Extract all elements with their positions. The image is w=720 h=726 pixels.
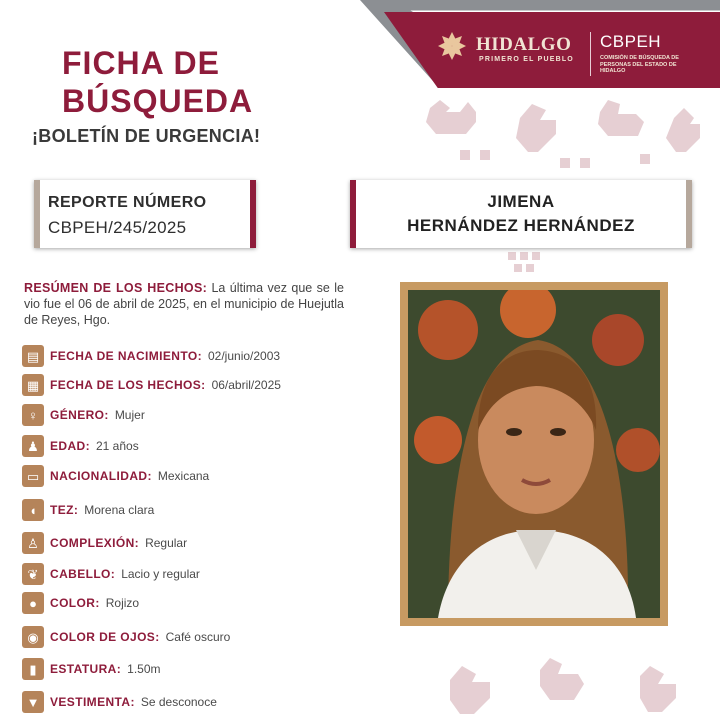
title-line-1: FICHA DE — [62, 45, 220, 81]
card-accent-right — [686, 180, 692, 248]
cake-icon: ▤ — [22, 345, 44, 367]
detail-label: NACIONALIDAD: — [50, 469, 152, 483]
flower-logo-icon — [436, 30, 468, 62]
facts-summary — [24, 280, 344, 328]
detail-value: Lacio y regular — [121, 567, 200, 581]
person-last-name: HERNÁNDEZ HERNÁNDEZ — [407, 216, 635, 235]
detail-label: ESTATURA: — [50, 662, 122, 676]
detail-value: Rojizo — [105, 596, 140, 610]
person-name-card — [350, 180, 692, 248]
detail-label: COLOR DE OJOS: — [50, 630, 160, 644]
detail-row — [22, 344, 280, 368]
person-first-name: JIMENA — [487, 192, 555, 211]
detail-row — [22, 562, 200, 586]
detail-row — [22, 434, 139, 458]
detail-value: Morena clara — [84, 503, 155, 517]
report-number: CBPEH/245/2025 — [48, 218, 187, 237]
detail-row — [22, 625, 230, 649]
hair-icon: ❦ — [22, 563, 44, 585]
missing-person-photo — [408, 290, 660, 618]
embroidery-pattern-bottom — [430, 630, 720, 726]
embroidery-pattern-mid — [408, 244, 608, 284]
card-accent-right — [250, 180, 256, 248]
summary-text: La última vez que se le vio fue el 06 de abril de 2025, en el municipio de Huejutla de Reyes, Hgo. — [24, 281, 344, 327]
detail-label: VESTIMENTA: — [50, 695, 135, 709]
detail-row — [22, 657, 161, 681]
body-icon: ♙ — [22, 532, 44, 554]
eye-icon: ◉ — [22, 626, 44, 648]
detail-value: 02/junio/2003 — [208, 349, 281, 363]
page-title — [62, 44, 253, 120]
detail-row — [22, 373, 281, 397]
detail-value: Café oscuro — [165, 630, 231, 644]
id-card-icon: ▭ — [22, 465, 44, 487]
detail-value: Se desconoce — [140, 695, 217, 709]
face-profile-icon: ◖ — [22, 499, 44, 521]
header-divider — [590, 32, 591, 76]
people-icon: ♟ — [22, 435, 44, 457]
card-accent-left — [350, 180, 356, 248]
ruler-icon: ▮ — [22, 658, 44, 680]
detail-row — [22, 690, 217, 714]
detail-value: Mexicana — [157, 469, 210, 483]
summary-label: RESÚMEN DE LOS HECHOS: — [24, 281, 208, 295]
detail-label: FECHA DE LOS HECHOS: — [50, 378, 206, 392]
detail-row — [22, 531, 187, 555]
hidalgo-slogan: PRIMERO EL PUEBLO — [479, 56, 574, 63]
urgency-subtitle: ¡BOLETÍN DE URGENCIA! — [32, 126, 261, 146]
report-number-card — [34, 180, 256, 248]
detail-label: COLOR: — [50, 596, 100, 610]
detail-row — [22, 464, 209, 488]
detail-label: GÉNERO: — [50, 408, 109, 422]
detail-row — [22, 591, 139, 615]
detail-label: CABELLO: — [50, 567, 116, 581]
detail-value: 1.50m — [127, 662, 161, 676]
detail-row — [22, 498, 154, 522]
hidalgo-logo-text: HIDALGO — [476, 34, 572, 55]
detail-label: TEZ: — [50, 503, 79, 517]
detail-label: FECHA DE NACIMIENTO: — [50, 349, 202, 363]
org-full-name: COMISIÓN DE BÚSQUEDA DE PERSONAS DEL ESTADO DE HIDALGO — [600, 55, 679, 74]
detail-label: COMPLEXIÓN: — [50, 536, 140, 550]
report-label: REPORTE NÚMERO — [48, 194, 207, 211]
title-line-2: BÚSQUEDA — [62, 83, 254, 119]
detail-value: 06/abril/2025 — [211, 378, 281, 392]
embroidery-pattern-top — [400, 88, 720, 184]
shirt-icon: ▼ — [22, 691, 44, 713]
org-acronym: CBPEH — [600, 32, 662, 51]
detail-value: Mujer — [114, 408, 145, 422]
detail-value: 21 años — [96, 439, 139, 453]
card-accent-left — [34, 180, 40, 248]
detail-row — [22, 403, 145, 427]
detail-label: EDAD: — [50, 439, 90, 453]
calendar-icon: ▦ — [22, 374, 44, 396]
color-icon: ● — [22, 592, 44, 614]
detail-value: Regular — [145, 536, 188, 550]
gender-icon: ♀ — [22, 404, 44, 426]
